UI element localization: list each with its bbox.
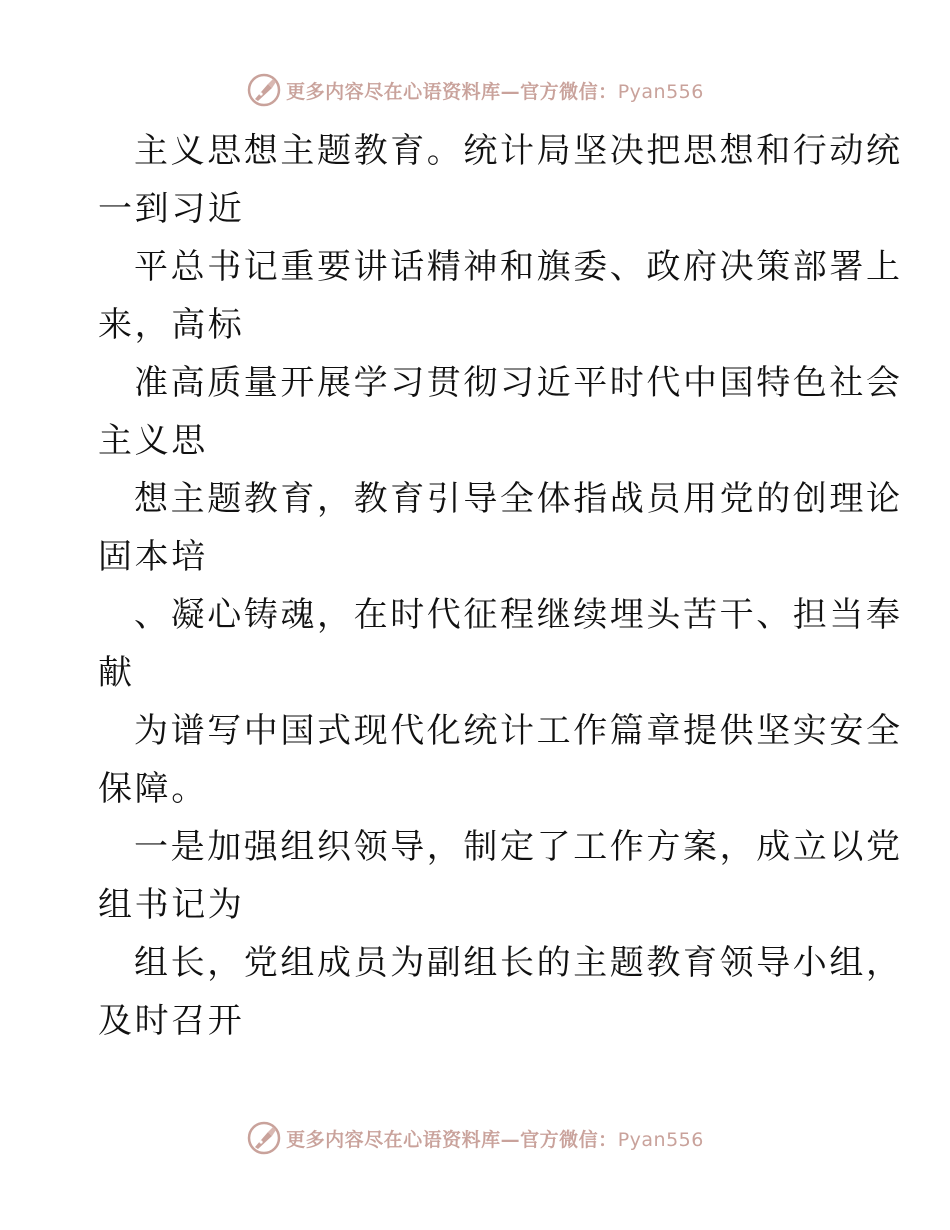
header-banner [0,70,950,110]
paragraph-line: 为谱写中国式现代化统计工作篇章提供坚实安全 [134,711,903,751]
paragraph-line: 、凝心铸魂，在时代征程继续埋头苦干、担当奉 [134,595,903,635]
fountain-pen-icon [246,1120,282,1156]
paragraph-line: 来，高标 [98,305,245,345]
paragraph-line: 献 [98,653,135,693]
paragraph-line: 主义思 [98,421,208,461]
paragraph-line: 组书记为 [98,885,245,925]
header-brand-text: 更多内容尽在心语资料库—官方微信：Pyan556 [286,80,704,103]
paragraph-line: 组长，党组成员为副组长的主题教育领导小组， [134,943,903,983]
paragraph-line: 一是加强组织领导，制定了工作方案，成立以党 [134,827,903,867]
document-body [98,122,903,1050]
paragraph-line: 一到习近 [98,189,245,229]
fountain-pen-icon [246,72,282,108]
footer-wechat-id: Pyan556 [617,1128,704,1151]
footer-banner [0,1118,950,1158]
paragraph-line: 准高质量开展学习贯彻习近平时代中国特色社会 [134,363,903,403]
paragraph-line: 及时召开 [98,1001,245,1041]
paragraph-line: 平总书记重要讲话精神和旗委、政府决策部署上 [134,247,903,287]
paragraph-line: 保障。 [98,769,208,809]
paragraph-line: 主义思想主题教育。统计局坚决把思想和行动统 [134,131,903,171]
header-wechat-id: Pyan556 [617,80,704,103]
paragraph-line: 想主题教育，教育引导全体指战员用党的创理论 [134,479,903,519]
footer-brand-text: 更多内容尽在心语资料库—官方微信：Pyan556 [286,1128,704,1151]
paragraph-line: 固本培 [98,537,208,577]
